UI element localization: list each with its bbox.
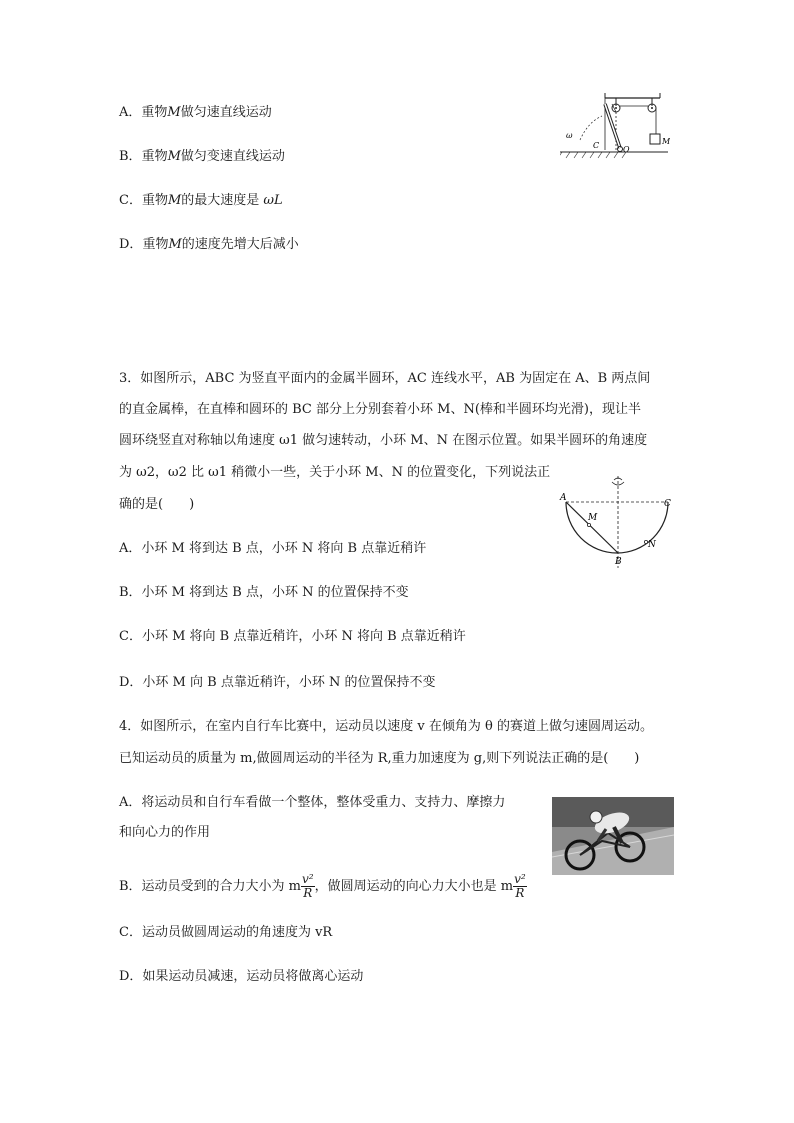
q3-option-c: C．小环 M 将向 B 点靠近稍许，小环 N 将向 B 点靠近稍许 <box>119 629 466 644</box>
q2-label-m: M <box>662 137 670 146</box>
q3-label-n: N <box>648 540 656 550</box>
q4-option-a-line-2: 和向心力的作用 <box>119 825 211 840</box>
q3-stem-line-1: 3．如图所示，ABC 为竖直平面内的金属半圆环，AC 连线水平，AB 为固定在 A、B 两点间 <box>119 371 651 386</box>
q4-option-c: C．运动员做圆周运动的角速度为 vR <box>119 925 333 940</box>
q2-label-omega: ω <box>566 131 573 140</box>
q2-pulley-figure <box>560 92 670 162</box>
q3-option-a: A．小环 M 将到达 B 点，小环 N 将向 B 点靠近稍许 <box>119 541 427 556</box>
q4-stem-line-1: 4．如图所示，在室内自行车比赛中，运动员以速度 v 在倾角为 θ 的赛道上做匀速圆周运动。 <box>119 719 653 734</box>
q3-stem-line-3: 圆环绕竖直对称轴以角速度 ω1 做匀速转动，小环 M、N 在图示位置。如果半圆环的角速度 <box>119 433 648 448</box>
q4-option-a-line-1: A．将运动员和自行车看做一个整体，整体受重力、支持力、摩擦力 <box>119 795 506 810</box>
q4-fraction-1: $\frac{\text{v²}}{R}$ <box>302 872 314 900</box>
q3-label-b: B <box>615 557 622 567</box>
q2-option-b: B．重物M做匀变速直线运动 <box>119 149 285 164</box>
q3-stem-line-5: 确的是( ) <box>119 497 195 512</box>
q2-option-d: D．重物M的速度先增大后减小 <box>119 237 299 252</box>
q3-option-b: B．小环 M 将到达 B 点，小环 N 的位置保持不变 <box>119 585 409 600</box>
q3-label-c: C <box>664 499 671 509</box>
q4-cyclist-photo <box>552 797 674 875</box>
q4-option-d: D．如果运动员减速，运动员将做离心运动 <box>119 969 364 984</box>
q2-label-c: C <box>593 141 600 150</box>
q3-stem-line-4: 为 ω2，ω2 比 ω1 稍微小一些，关于小环 M、N 的位置变化，下列说法正 <box>119 465 551 480</box>
q3-label-a: A <box>560 493 567 503</box>
q2-option-c: C．重物M的最大速度是 ωL <box>119 193 283 208</box>
q4-stem-line-2: 已知运动员的质量为 m,做圆周运动的半径为 R,重力加速度为 g,则下列说法正确的是( ) <box>119 751 640 766</box>
q3-option-d: D．小环 M 向 B 点靠近稍许，小环 N 的位置保持不变 <box>119 675 436 690</box>
q3-semicircle-figure <box>556 474 676 570</box>
q4-option-b: B．运动员受到的合力大小为 m $\frac{\text{v²}}{R}$ ，做圆周运动的向心力大小也是 m $\frac{\text{v²}}{R}$ <box>119 872 526 900</box>
q2-option-a: A．重物M做匀速直线运动 <box>119 105 272 120</box>
q3-stem-line-2: 的直金属棒，在直棒和圆环的 BC 部分上分别套着小环 M、N(棒和半圆环均光滑)，现让半 <box>119 402 641 417</box>
q2-label-o: O <box>623 145 630 154</box>
q3-label-m: M <box>588 513 598 523</box>
q4-fraction-2: $\frac{\text{v²}}{R}$ <box>514 872 526 900</box>
